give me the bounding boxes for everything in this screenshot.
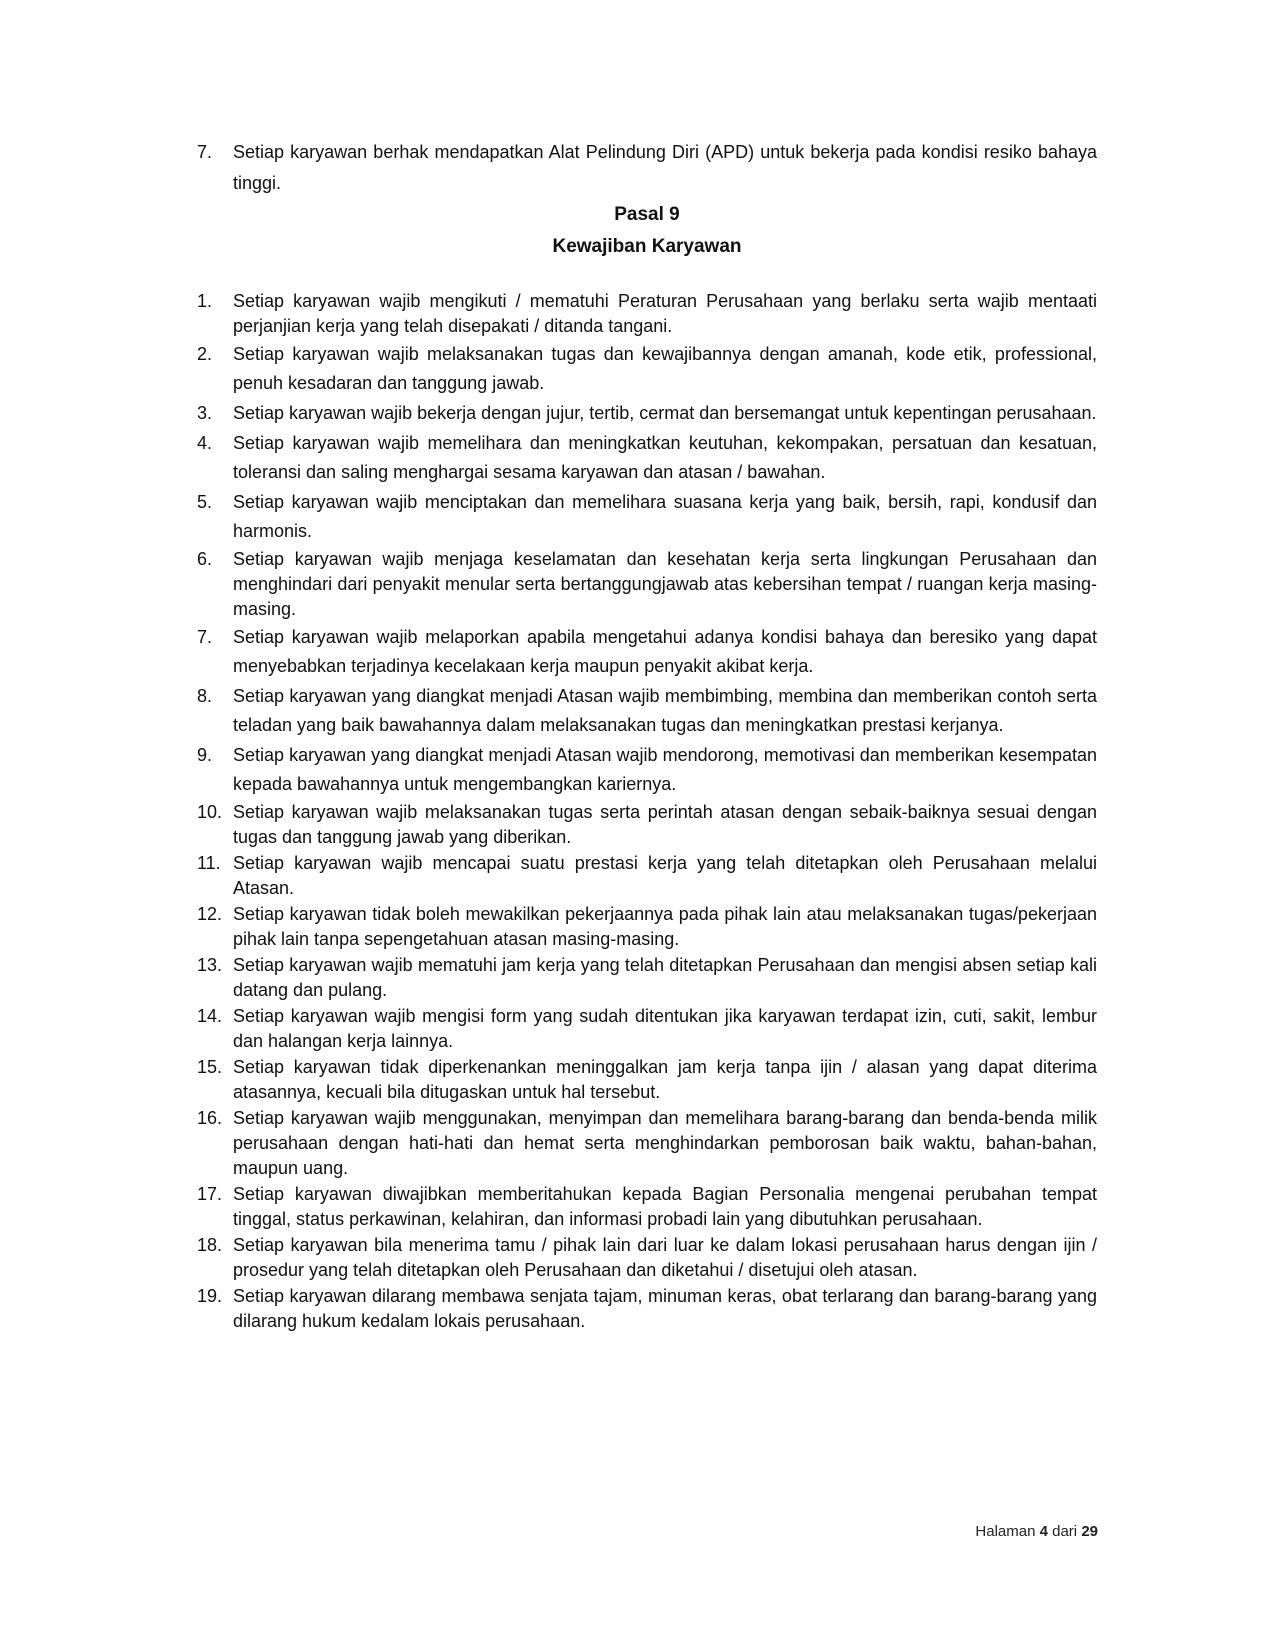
list-item-text: Setiap karyawan wajib memelihara dan meningkatkan keutuhan, kekompakan, persatuan dan kesatuan, toleransi dan saling menghargai sesama karyawan dan atasan / bawahan. bbox=[233, 433, 1097, 482]
list-item bbox=[197, 1004, 1097, 1054]
page-footer bbox=[975, 1523, 1098, 1540]
list-item-number: 15. bbox=[197, 1057, 223, 1077]
list-item-number: 12. bbox=[197, 904, 223, 924]
list-item-text: Setiap karyawan dilarang membawa senjata tajam, minuman keras, obat terlarang dan barang-barang yang dilarang hukum kedalam lokais perusahaan. bbox=[233, 1286, 1097, 1331]
list-item-text: Setiap karyawan wajib menggunakan, menyimpan dan memelihara barang-barang dan benda-benda milik perusahaan dengan hati-hati dan hemat serta menghindarkan pemborosan baik waktu, bahan-bahan, maupun uang. bbox=[233, 1108, 1097, 1178]
list-item-number: 4. bbox=[197, 433, 213, 453]
section-subtitle: Kewajiban Karyawan bbox=[552, 236, 742, 257]
list-item bbox=[197, 547, 1097, 622]
list-item-text: Setiap karyawan wajib menciptakan dan memelihara suasana kerja yang baik, bersih, rapi, kondusif dan harmonis. bbox=[233, 492, 1097, 541]
list-item-number: 14. bbox=[197, 1006, 223, 1026]
list-item-number: 7. bbox=[197, 627, 213, 647]
list-item-number: 10. bbox=[197, 802, 223, 822]
list-item bbox=[197, 1284, 1097, 1334]
list-item-text: Setiap karyawan tidak diperkenankan meninggalkan jam kerja tanpa ijin / alasan yang dapat diterima atasannya, kecuali bila ditugaskan untuk hal tersebut. bbox=[233, 1057, 1097, 1102]
list-item-text: Setiap karyawan wajib melaksanakan tugas serta perintah atasan dengan sebaik-baiknya sesuai dengan tugas dan tanggung jawab yang diberikan. bbox=[233, 802, 1097, 847]
list-item bbox=[197, 1233, 1097, 1283]
list-item bbox=[197, 399, 1097, 428]
list-item-number: 8. bbox=[197, 686, 213, 706]
list-item-text: Setiap karyawan berhak mendapatkan Alat Pelindung Diri (APD) untuk bekerja pada kondisi resiko bahaya tinggi. bbox=[233, 142, 1097, 193]
list-item-number: 1. bbox=[197, 291, 213, 311]
list-item bbox=[197, 429, 1097, 487]
list-item bbox=[197, 741, 1097, 799]
list-item-number: 19. bbox=[197, 1286, 223, 1306]
list-item bbox=[197, 902, 1097, 952]
list-item-text: Setiap karyawan wajib mengisi form yang sudah ditentukan jika karyawan terdapat izin, cuti, sakit, lembur dan halangan kerja lainnya. bbox=[233, 1006, 1097, 1051]
list-item-text: Setiap karyawan bila menerima tamu / pihak lain dari luar ke dalam lokasi perusahaan harus dengan ijin / prosedur yang telah ditetapkan oleh Perusahaan dan diketahui / disetujui oleh atasan. bbox=[233, 1235, 1097, 1280]
total-pages-number: 29 bbox=[1081, 1523, 1098, 1540]
list-item bbox=[197, 1182, 1097, 1232]
list-item-number: 9. bbox=[197, 745, 213, 765]
current-page-number: 4 bbox=[1039, 1523, 1048, 1540]
obligations-list bbox=[197, 289, 1097, 1334]
list-item-number: 2. bbox=[197, 344, 213, 364]
section-title: Pasal 9 bbox=[614, 204, 680, 225]
list-item-number: 17. bbox=[197, 1184, 223, 1204]
list-item-number: 16. bbox=[197, 1108, 223, 1128]
list-item-number: 7. bbox=[197, 142, 213, 162]
list-item bbox=[197, 851, 1097, 901]
list-item-number: 18. bbox=[197, 1235, 223, 1255]
page-content bbox=[197, 137, 1097, 1335]
carryover-list-item bbox=[197, 137, 1097, 199]
list-item-text: Setiap karyawan diwajibkan memberitahukan kepada Bagian Personalia mengenai perubahan tempat tinggal, status perkawinan, kelahiran, dan informasi probadi lain yang dibutuhkan perusahaan. bbox=[233, 1184, 1097, 1229]
list-item bbox=[197, 1055, 1097, 1105]
list-item-text: Setiap karyawan yang diangkat menjadi Atasan wajib membimbing, membina dan memberikan contoh serta teladan yang baik bawahannya dalam melaksanakan tugas dan meningkatkan prestasi kerjanya. bbox=[233, 686, 1097, 735]
list-item-number: 11. bbox=[197, 853, 221, 873]
list-item-text: Setiap karyawan wajib melaksanakan tugas dan kewajibannya dengan amanah, kode etik, professional, penuh kesadaran dan tanggung jawab. bbox=[233, 344, 1097, 393]
list-item-number: 3. bbox=[197, 403, 213, 423]
list-item-number: 5. bbox=[197, 492, 213, 512]
list-item-text: Setiap karyawan yang diangkat menjadi Atasan wajib mendorong, memotivasi dan memberikan kesempatan kepada bawahannya untuk mengembangkan kariernya. bbox=[233, 745, 1097, 794]
list-item-text: Setiap karyawan tidak boleh mewakilkan pekerjaannya pada pihak lain atau melaksanakan tugas/pekerjaan pihak lain tanpa sepengetahuan atasan masing-masing. bbox=[233, 904, 1097, 949]
list-item-text: Setiap karyawan wajib mencapai suatu prestasi kerja yang telah ditetapkan oleh Perusahaan melalui Atasan. bbox=[233, 853, 1097, 898]
list-item bbox=[197, 289, 1097, 339]
list-item-number: 13. bbox=[197, 955, 223, 975]
list-item-text: Setiap karyawan wajib mematuhi jam kerja yang telah ditetapkan Perusahaan dan mengisi absen setiap kali datang dan pulang. bbox=[233, 955, 1097, 1000]
list-item-text: Setiap karyawan wajib bekerja dengan jujur, tertib, cermat dan bersemangat untuk kepentingan perusahaan. bbox=[233, 403, 1097, 423]
list-item-text: Setiap karyawan wajib mengikuti / mematuhi Peraturan Perusahaan yang berlaku serta wajib mentaati perjanjian kerja yang telah disepakati / ditanda tangani. bbox=[233, 291, 1097, 336]
footer-separator: dari bbox=[1052, 1523, 1078, 1540]
list-item bbox=[197, 623, 1097, 681]
list-item-text: Setiap karyawan wajib menjaga keselamatan dan kesehatan kerja serta lingkungan Perusahaan dan menghindari dari penyakit menular serta bertanggungjawab atas kebersihan tempat / ruangan kerja masing-masing. bbox=[233, 549, 1097, 619]
list-item bbox=[197, 488, 1097, 546]
footer-label: Halaman bbox=[975, 1523, 1036, 1540]
list-item bbox=[197, 340, 1097, 398]
list-item bbox=[197, 800, 1097, 850]
list-item bbox=[197, 1106, 1097, 1181]
list-item bbox=[197, 682, 1097, 740]
list-item bbox=[197, 953, 1097, 1003]
list-item-text: Setiap karyawan wajib melaporkan apabila mengetahui adanya kondisi bahaya dan beresiko yang dapat menyebabkan terjadinya kecelakaan kerja maupun penyakit akibat kerja. bbox=[233, 627, 1097, 676]
list-item-number: 6. bbox=[197, 549, 213, 569]
